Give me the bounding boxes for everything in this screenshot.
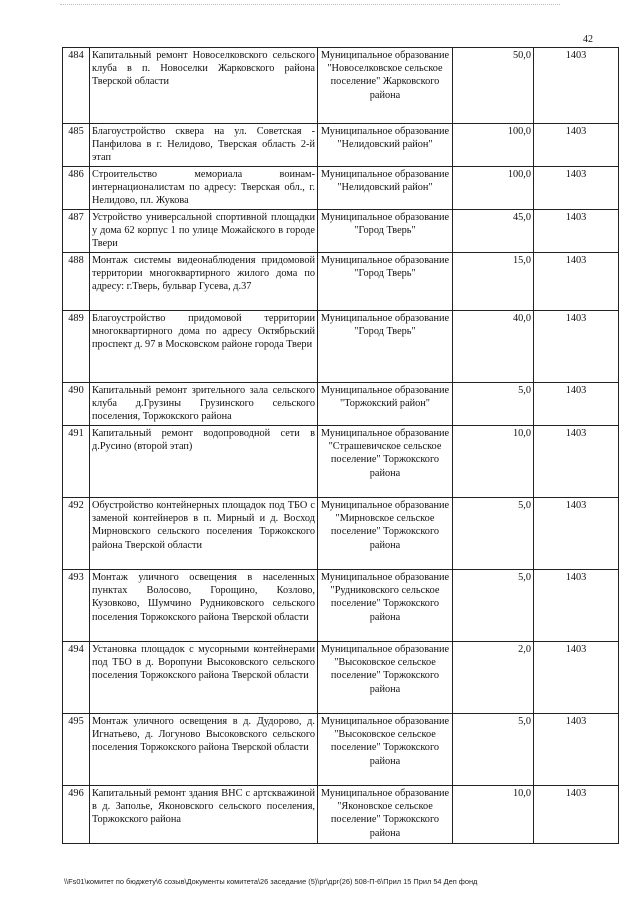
table-row (63, 210, 619, 253)
table-row (63, 714, 619, 786)
project-name: Устройство универсальной спортивной площадки у дома 62 корпус 1 по улице Можайского в городе Твери (90, 210, 318, 253)
project-name: Монтаж системы видеонаблюдения придомовой территории многоквартирного жилого дома по адресу: г.Тверь, бульвар Гусева, д.37 (90, 253, 318, 311)
amount-value: 5,0 (453, 383, 534, 426)
municipality-name: Муниципальное образование "Страшевичское сельское поселение" Торжокского района (318, 426, 453, 498)
table-row (63, 253, 619, 311)
budget-code: 1403 (534, 570, 619, 642)
project-name: Капитальный ремонт зрительного зала сельского клуба д.Грузины Грузинского сельского поселения, Торжокского района (90, 383, 318, 426)
amount-value: 5,0 (453, 570, 534, 642)
municipality-name: Муниципальное образование "Торжокский район" (318, 383, 453, 426)
row-number: 493 (63, 570, 90, 642)
table-row (63, 383, 619, 426)
row-number: 496 (63, 786, 90, 844)
row-number: 486 (63, 167, 90, 210)
budget-code: 1403 (534, 426, 619, 498)
table-row (63, 167, 619, 210)
row-number: 484 (63, 48, 90, 124)
amount-value: 40,0 (453, 311, 534, 383)
row-number: 495 (63, 714, 90, 786)
row-number: 492 (63, 498, 90, 570)
amount-value: 10,0 (453, 426, 534, 498)
row-number: 488 (63, 253, 90, 311)
municipality-name: Муниципальное образование "Высоковское сельское поселение" Торжокского района (318, 714, 453, 786)
table-row (63, 498, 619, 570)
row-number: 494 (63, 642, 90, 714)
project-name: Установка площадок с мусорными контейнерами под ТБО в д. Воропуни Высоковского сельского поселения Торжокского района Тверской области (90, 642, 318, 714)
amount-value: 5,0 (453, 714, 534, 786)
row-number: 485 (63, 124, 90, 167)
budget-code: 1403 (534, 786, 619, 844)
amount-value: 100,0 (453, 167, 534, 210)
municipality-name: Муниципальное образование "Рудниковского сельское поселение" Торжокского района (318, 570, 453, 642)
table-row (63, 124, 619, 167)
budget-code: 1403 (534, 642, 619, 714)
project-name: Благоустройство придомовой территории многоквартирного дома по адресу Октябрьский проспект д. 97 в Московском районе города Твери (90, 311, 318, 383)
amount-value: 45,0 (453, 210, 534, 253)
project-name: Капитальный ремонт водопроводной сети в д.Русино (второй этап) (90, 426, 318, 498)
row-number: 490 (63, 383, 90, 426)
municipality-name: Муниципальное образование "Город Тверь" (318, 210, 453, 253)
budget-code: 1403 (534, 253, 619, 311)
project-name: Обустройство контейнерных площадок под ТБО с заменой контейнеров в п. Мирный и д. Восход Мирновского сельского поселения Торжокского района Тверской области (90, 498, 318, 570)
project-name: Капитальный ремонт здания ВНС с артскважиной в д. Заполье, Яконовского сельского поселения, Торжокского района (90, 786, 318, 844)
table-row (63, 311, 619, 383)
municipality-name: Муниципальное образование "Нелидовский район" (318, 124, 453, 167)
page-number: 42 (583, 34, 593, 45)
amount-value: 10,0 (453, 786, 534, 844)
project-name: Монтаж уличного освещения в населенных пунктах Волосово, Горощино, Козлово, Кузовково, Шумчино Рудниковского сельского поселения Торжокского района Тверской области (90, 570, 318, 642)
table-row (63, 642, 619, 714)
amount-value: 15,0 (453, 253, 534, 311)
municipality-name: Муниципальное образование "Яконовское сельское поселение" Торжокского района (318, 786, 453, 844)
table-row (63, 570, 619, 642)
table-row (63, 48, 619, 124)
project-name: Монтаж уличного освещения в д. Дудорово, д. Игнатьево, д. Логуново Высоковского сельского поселения Торжокского района Тверской области (90, 714, 318, 786)
amount-value: 2,0 (453, 642, 534, 714)
budget-code: 1403 (534, 498, 619, 570)
municipality-name: Муниципальное образование "Новоселковское сельское поселение" Жарковского района (318, 48, 453, 124)
municipality-name: Муниципальное образование "Город Тверь" (318, 253, 453, 311)
project-name: Капитальный ремонт Новоселковского сельского клуба в п. Новоселки Жарковского района Тверской области (90, 48, 318, 124)
row-number: 489 (63, 311, 90, 383)
municipality-name: Муниципальное образование "Высоковское сельское поселение" Торжокского района (318, 642, 453, 714)
row-number: 487 (63, 210, 90, 253)
budget-code: 1403 (534, 124, 619, 167)
budget-code: 1403 (534, 48, 619, 124)
scan-noise-line (60, 4, 560, 7)
budget-code: 1403 (534, 167, 619, 210)
municipality-name: Муниципальное образование "Нелидовский район" (318, 167, 453, 210)
project-name: Строительство мемориала воинам-интернационалистам по адресу: Тверская обл., г. Нелидово, пл. Жукова (90, 167, 318, 210)
municipality-name: Муниципальное образование "Мирновское сельское поселение" Торжокского района (318, 498, 453, 570)
row-number: 491 (63, 426, 90, 498)
project-name: Благоустройство сквера на ул. Советская - Панфилова в г. Нелидово, Тверская область 2-й этап (90, 124, 318, 167)
amount-value: 100,0 (453, 124, 534, 167)
amount-value: 5,0 (453, 498, 534, 570)
budget-code: 1403 (534, 383, 619, 426)
budget-code: 1403 (534, 714, 619, 786)
table-row (63, 426, 619, 498)
table-row (63, 786, 619, 844)
file-path-footer: \\Fs01\комитет по бюджету\6 созыв\Документы комитета\26 заседание (5)\рг\дрг(26) 508-П-6\Прил 15 Прил 54 Деп фонд (64, 877, 478, 886)
amount-value: 50,0 (453, 48, 534, 124)
funding-table (62, 47, 619, 844)
budget-code: 1403 (534, 210, 619, 253)
municipality-name: Муниципальное образование "Город Тверь" (318, 311, 453, 383)
budget-code: 1403 (534, 311, 619, 383)
